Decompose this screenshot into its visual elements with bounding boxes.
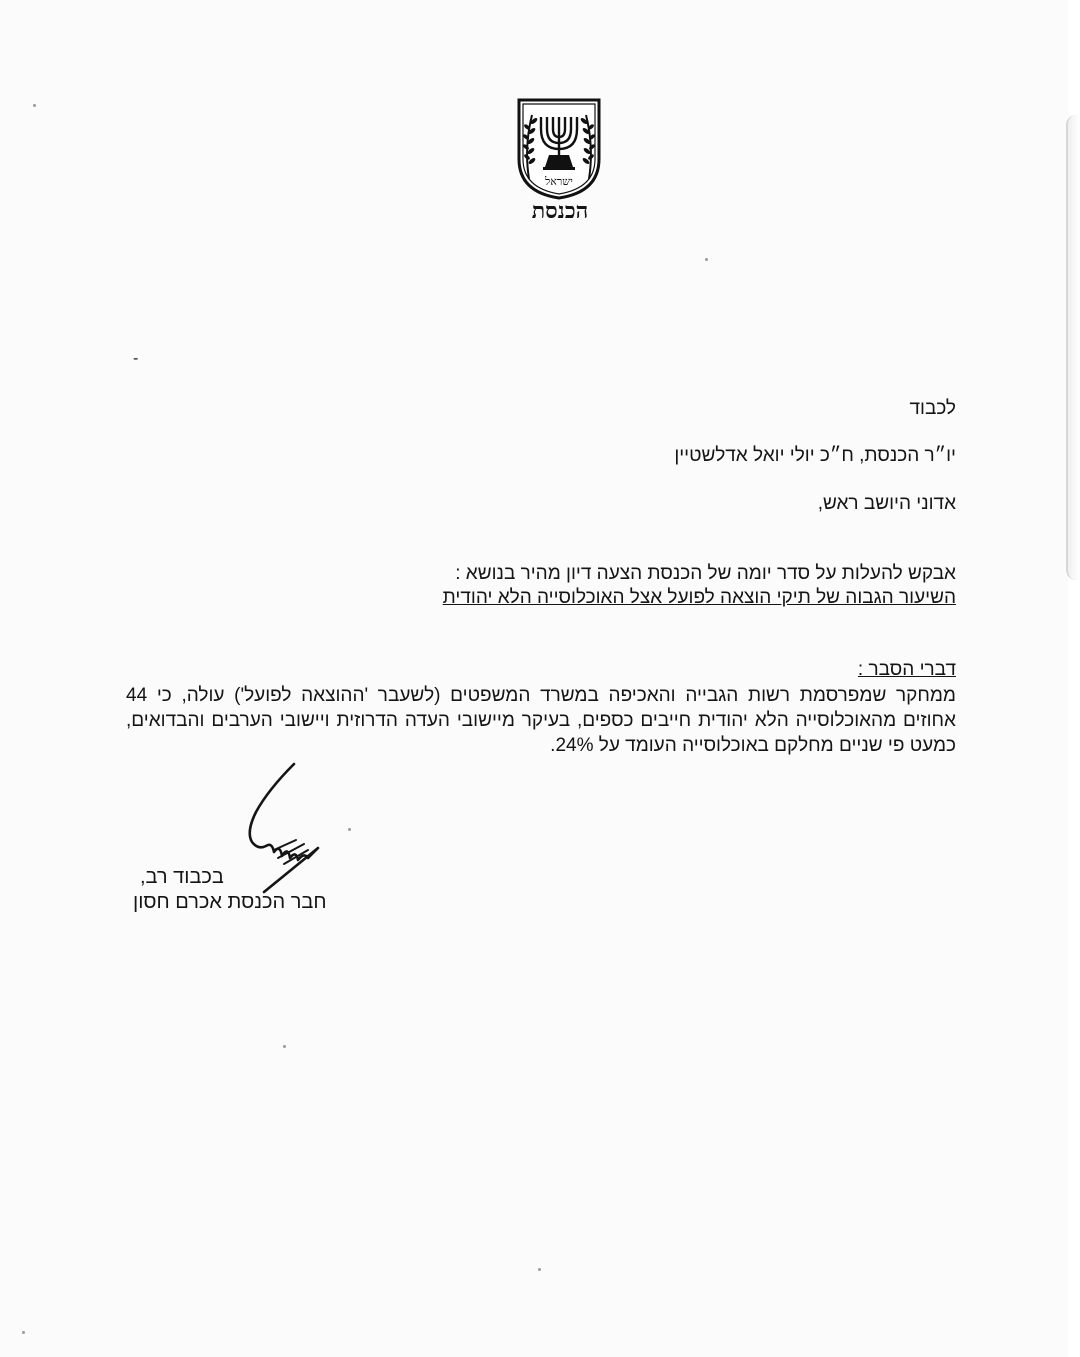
scan-speck (348, 828, 351, 831)
scan-speck (22, 1331, 25, 1334)
org-name: הכנסת (531, 198, 589, 224)
greeting: לכבוד (909, 398, 956, 419)
signer-name: חבר הכנסת אכרם חסון (133, 891, 327, 913)
subject-line: השיעור הגבוה של תיקי הוצאה לפועל אצל האוכלוסייה הלא יהודית (442, 587, 956, 608)
scan-speck (283, 1045, 286, 1048)
explanation-heading: דברי הסבר : (857, 659, 956, 680)
explanation-body: ממחקר שמפרסמת רשות הגבייה והאכיפה במשרד המשפטים (לשעבר 'ההוצאה לפועל') עולה, כי 44 אחוזים מהאוכלוסייה הלא יהודית חייבים כספים, בעיקר מיישובי העדה הדרוזית ויישובי הערבים והבדואים, כמעט פי שניים מחלקם באוכלוסייה העומד על 24%. (126, 685, 956, 756)
handwritten-signature (238, 760, 328, 895)
scan-speck (705, 258, 708, 261)
salutation: אדוני היושב ראש, (817, 493, 956, 514)
margin-dash: - (133, 350, 139, 367)
emblem-label: ישראל (545, 175, 573, 188)
scan-speck (538, 1268, 541, 1271)
page-edge (1066, 115, 1080, 580)
addressee: יו״ר הכנסת, ח״כ יולי יואל אדלשטיין (674, 445, 956, 466)
menorah-emblem-icon (516, 97, 602, 201)
request-line: אבקש להעלות על סדר יומה של הכנסת הצעה דיון מהיר בנושא : (455, 563, 956, 584)
closing-regards: בכבוד רב, (140, 866, 224, 888)
scan-speck (33, 104, 36, 107)
